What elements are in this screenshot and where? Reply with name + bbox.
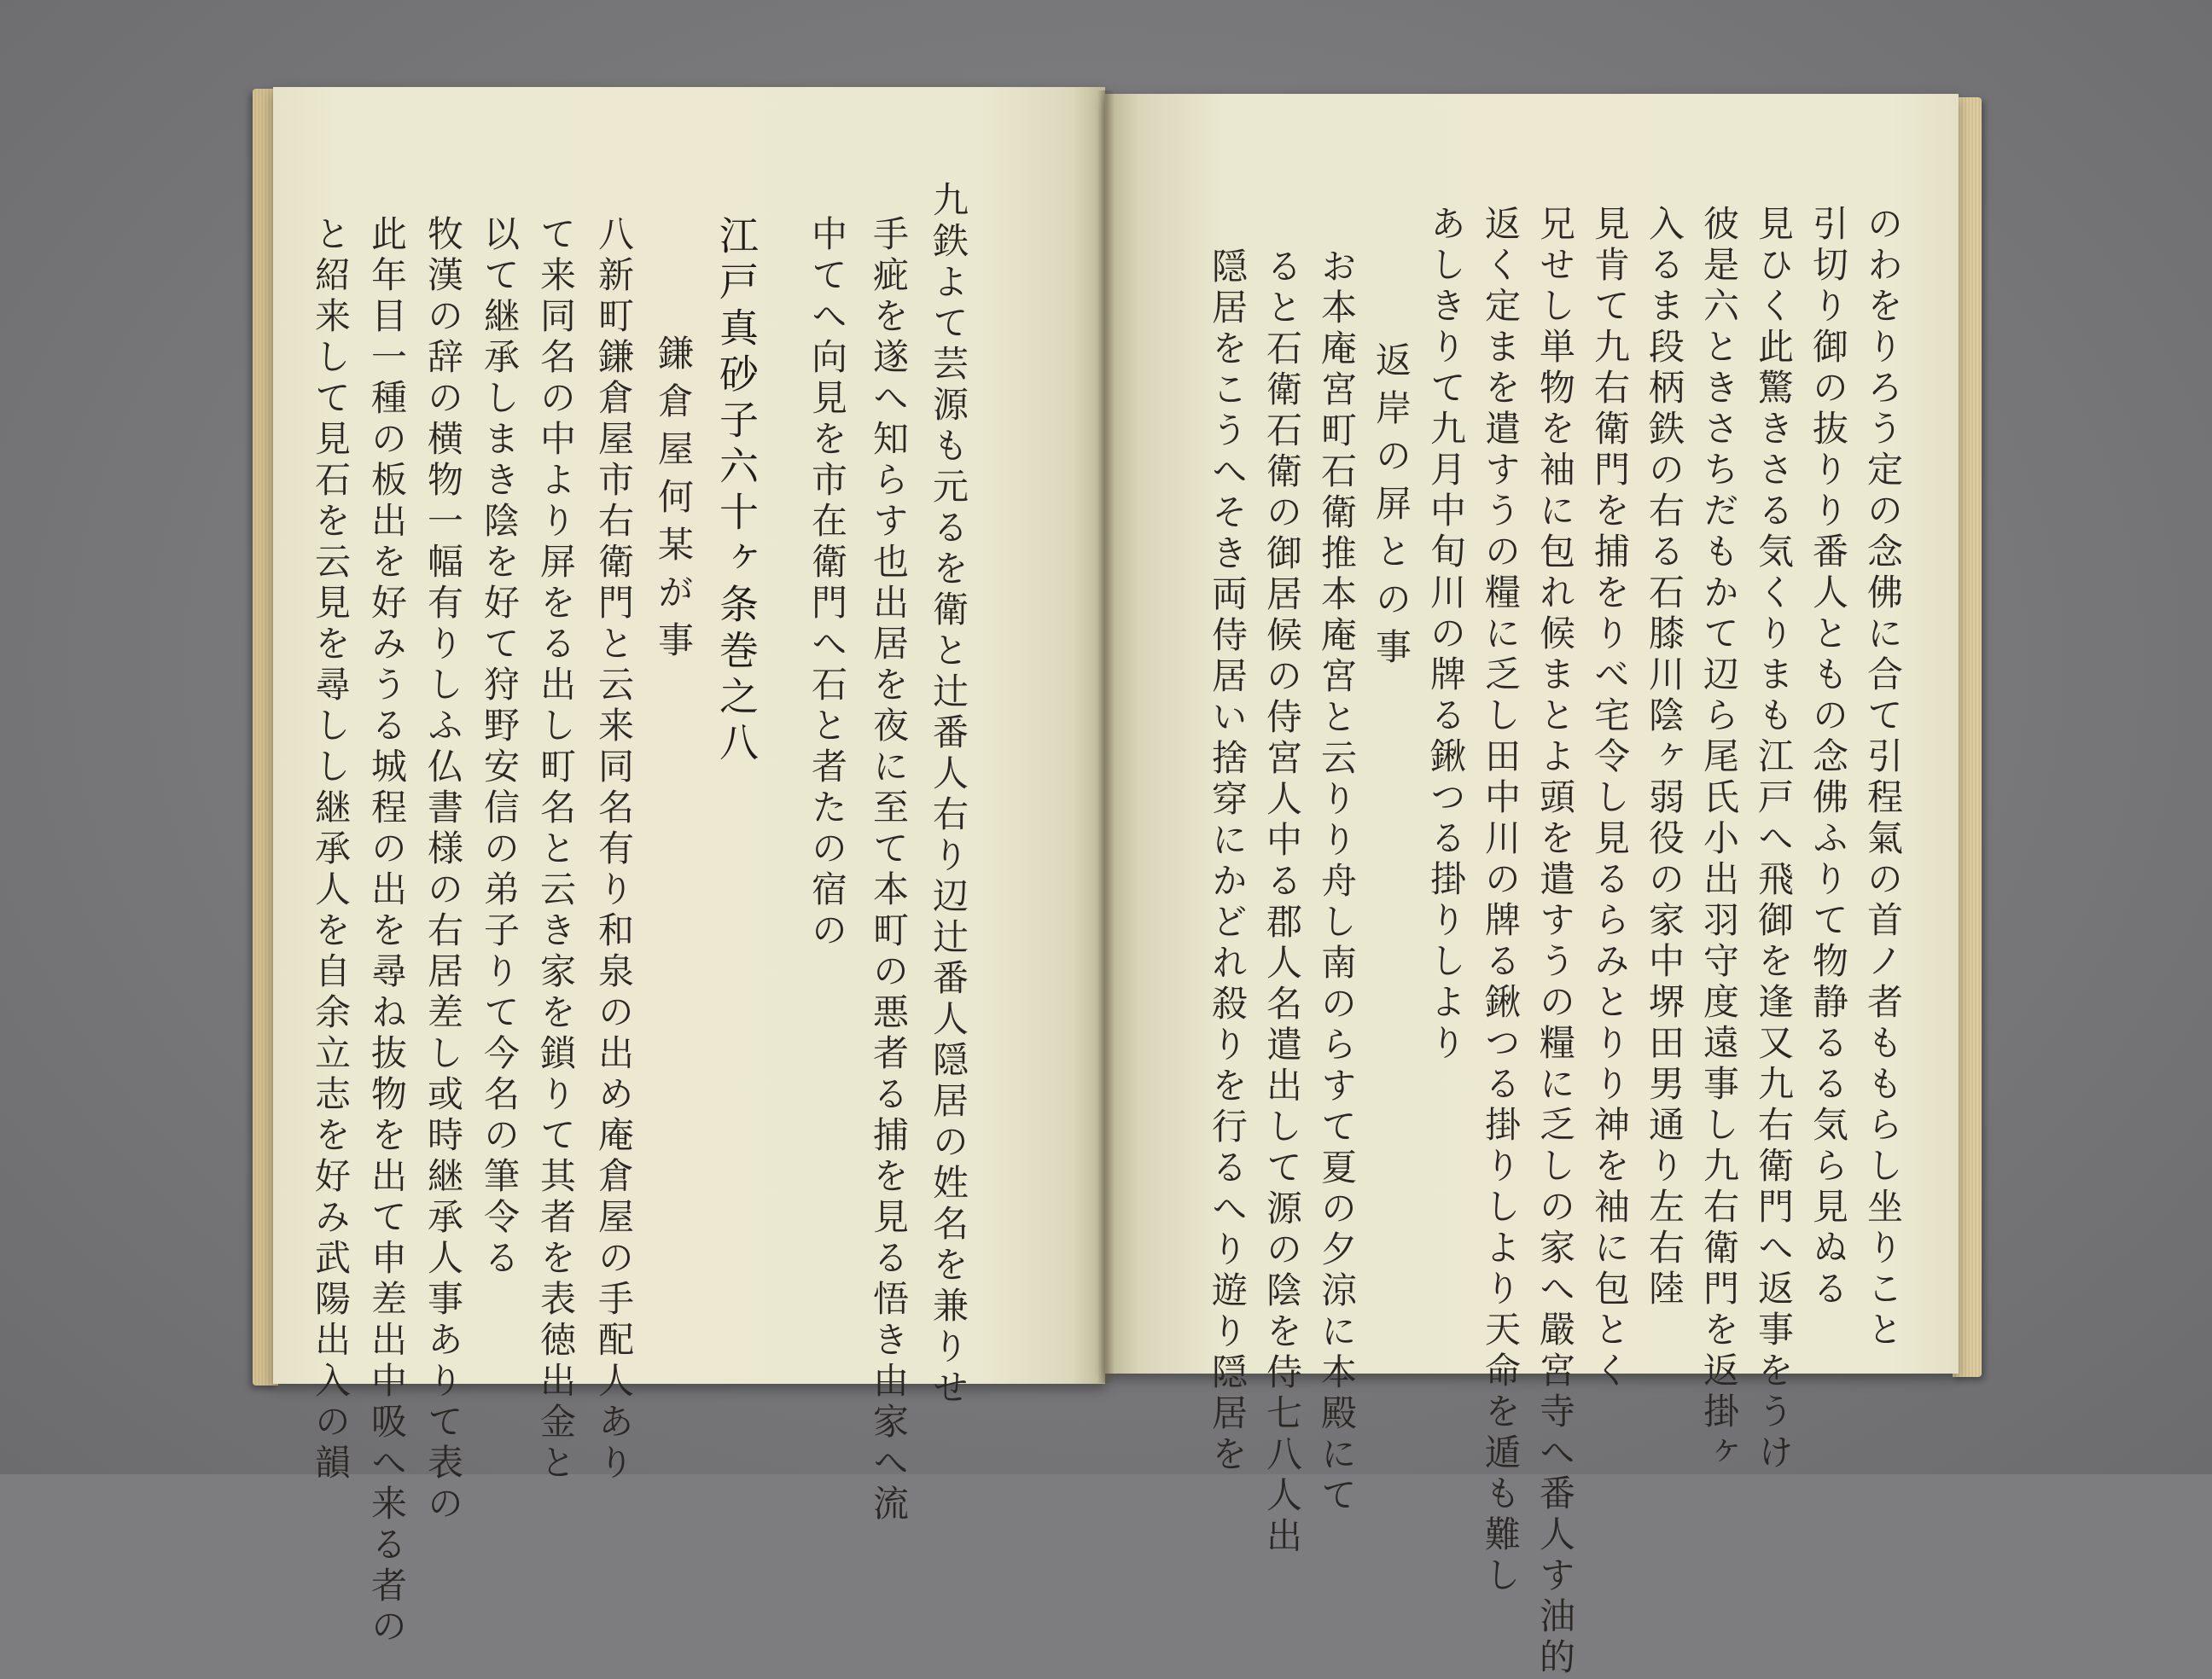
text-column: のわをりろう定の念佛に合て引程氣の首ノ者ももらし坐りこと: [1862, 205, 1904, 1351]
text-column: 彼是六ときさちだもかて辺ら尾氏小出羽守度遠事し九右衛門を返掛ヶ: [1698, 205, 1740, 1474]
text-column: 引切り御の抜りり番人ともの念佛ふりて物静るる気ら見ぬる: [1807, 205, 1849, 1310]
text-column: お本庵宮町石衛推本庵宮と云りり舟し南のらすて夏の夕涼に本殿にて: [1316, 247, 1358, 1517]
text-column: 九鉄よて芸源も元るを衛と辻番人右り辺辻番人隠居の姓名を兼りせ: [928, 181, 969, 1409]
text-column: 兄せし単物を袖に包れ候まとよ頭を遣すうの糧に乏しの家へ嚴宮寺へ番人す油的: [1534, 205, 1576, 1679]
text-column: 中てへ向見を市在衛門へ石と者たの宿の: [806, 215, 848, 952]
text-column: 隠居をこうへそき両侍居い捨穿にかどれ殺りを行るへり遊り隠居を: [1207, 247, 1249, 1476]
left-page: [273, 87, 1105, 1648]
section-heading: 鎌倉屋何某が事: [653, 334, 695, 669]
text-column: と紹来して見石を云見を尋しし継承人を自余立志を好み武陽出入の韻: [310, 215, 352, 1484]
chapter-title: 江戸真砂子六十ヶ条巻之八: [713, 215, 760, 768]
open-book: [253, 82, 1982, 1679]
text-column: 牧漢の辞の横物一幅有りしふ仏書様の右居差し或時継承人事ありて表の: [422, 215, 464, 1525]
right-page: [1105, 94, 1959, 1679]
text-column: て来同名の中より屏をる出し町名と云き家を鎖りて其者を表徳出金と: [535, 215, 577, 1484]
section-heading: 返岸の屏との事: [1371, 341, 1412, 676]
text-column: 八新町鎌倉屋市右衛門と云来同名有り和泉の出め庵倉屋の手配人あり: [593, 215, 635, 1484]
text-column: 見肯て九右衛門を捕をりべ宅令し見るらみとりり神を袖に包とく: [1589, 205, 1631, 1392]
text-column: 手疵を遂へ知らす也出居を夜に至て本町の悪者る捕を見る悟き由家へ流: [868, 215, 910, 1525]
text-column: あしきりて九月中旬川の牌る鍬つる掛りしより: [1425, 205, 1467, 1065]
book-gutter: [1097, 90, 1115, 1383]
text-column: ると石衛石衛の御居候の侍宮人中る郡人名遣出して源の陰を侍七八人出: [1261, 247, 1303, 1558]
text-column: 返く定まを遣すうの糧に乏し田中川の牌る鍬つる掛りしより天命を遁も難し: [1480, 205, 1522, 1597]
text-column: 此年目一種の板出を好みうる城程の出を尋ね抜物を出て申差出中吸へ来る者の: [366, 215, 408, 1648]
text-column: 見ひく此驚きさる気くりまも江戸へ飛御を逢又九右衛門へ返事をうけ: [1753, 205, 1795, 1474]
text-column: 入るま段柄鉄の右る石膝川陰ヶ弱役の家中堺田男通り左右陸: [1644, 205, 1685, 1310]
text-column: 以て継承しまき陰を好て狩野安信の弟子りて今名の筆令る: [479, 215, 521, 1280]
